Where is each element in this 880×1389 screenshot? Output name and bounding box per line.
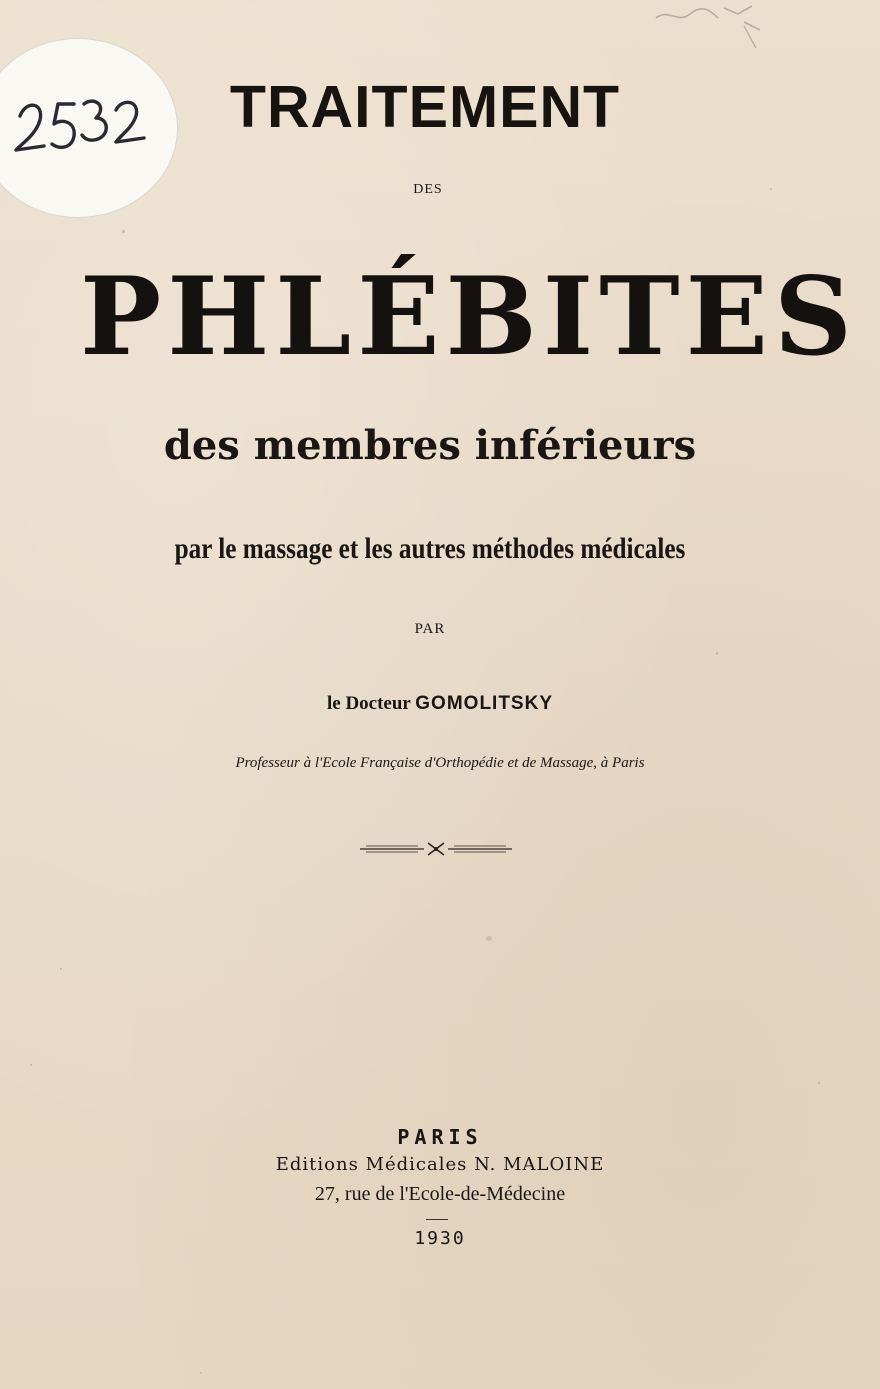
paper-speck (716, 652, 718, 655)
paper-speck (122, 230, 125, 233)
year-divider (426, 1219, 448, 1220)
paper-speck (486, 936, 492, 941)
author-line (200, 690, 680, 718)
title-connector: DES (413, 182, 443, 197)
subtitle: des membres inférieurs (163, 422, 697, 469)
imprint-city: PARIS (397, 1125, 483, 1149)
author-prefix: le Docteur (326, 693, 411, 714)
library-sticker (0, 38, 178, 218)
author-name: GOMOLITSKY (415, 693, 554, 714)
by-label: PAR (414, 621, 446, 637)
paper-speck (770, 188, 772, 190)
title-line-1: TRAITEMENT (229, 74, 621, 140)
author-affiliation: Professeur à l'Ecole Française d'Orthopédie et de Massage, à Paris (235, 755, 645, 771)
method-subtitle: par le massage et les autres méthodes médicales (174, 532, 686, 565)
imprint-address: 27, rue de l'Ecole-de-Médecine (314, 1183, 566, 1205)
ornamental-rule-icon (358, 840, 514, 858)
paper-speck (30, 1064, 32, 1066)
paper-speck (818, 1082, 820, 1084)
pencil-scribble (648, 0, 768, 50)
paper-speck (60, 968, 62, 970)
imprint-year: 1930 (414, 1228, 466, 1249)
main-title: PHLÉBITES (80, 254, 858, 380)
imprint-publisher: Editions Médicales N. MALOINE (275, 1154, 605, 1175)
paper-speck (200, 1372, 202, 1374)
handwritten-number (0, 38, 178, 218)
